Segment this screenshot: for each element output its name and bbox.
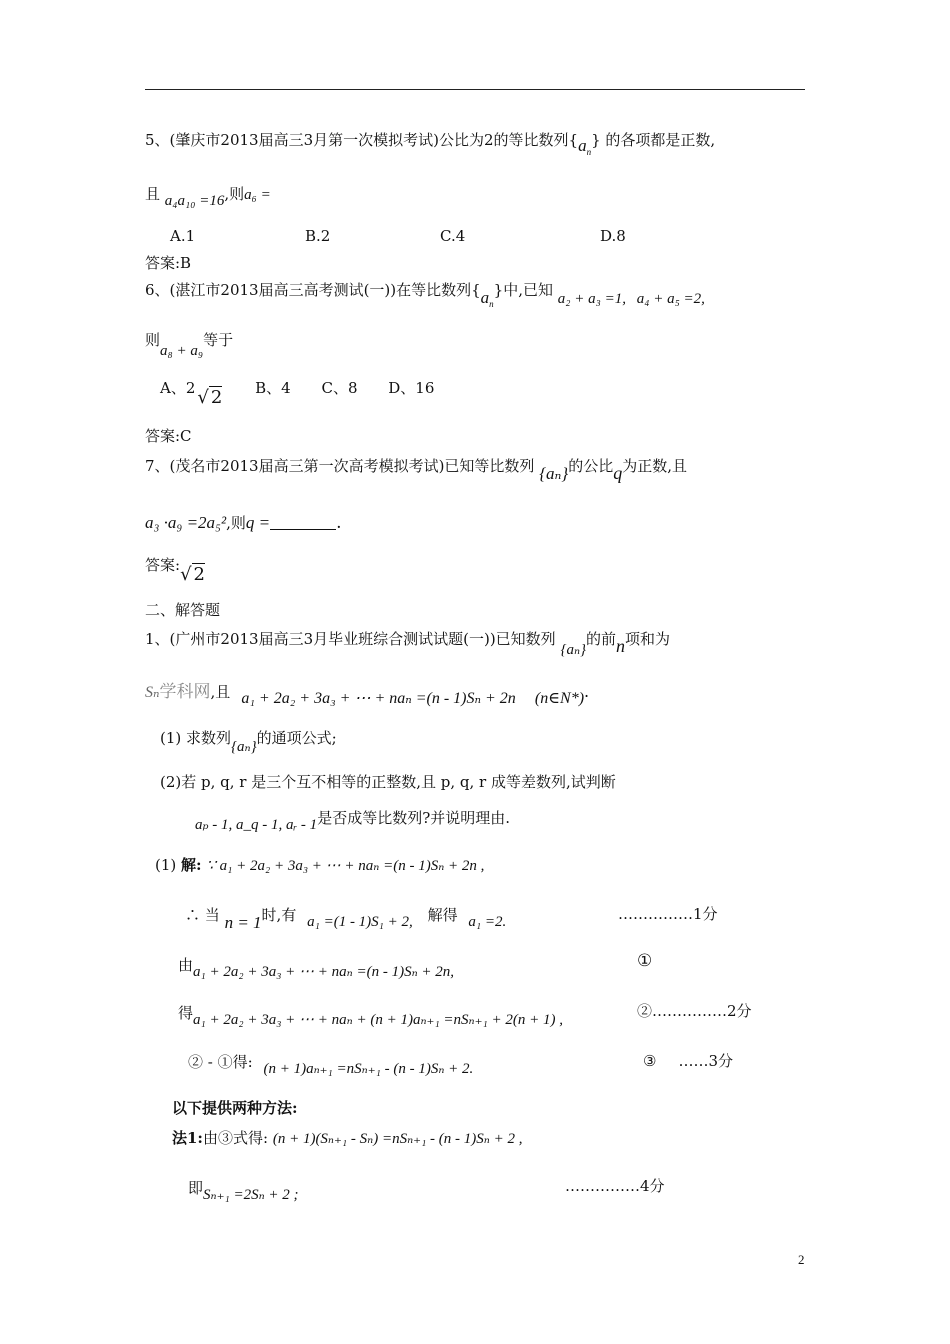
q7-answer-radicand: 2 [193, 564, 205, 585]
q7-cond: a₃ ·a₉ =2a₅² [145, 513, 227, 532]
q7-stem-text: 7、(茂名市2013届高三第一次高考模拟考试)已知等比数列 [145, 457, 535, 475]
p1-sol-from: 由 [178, 956, 194, 974]
p1-condition [145, 682, 590, 707]
p1-sol-label: (1) [155, 856, 177, 874]
q6-ask-tail: 等于 [203, 331, 234, 349]
score-4: ……………4分 [565, 1177, 665, 1195]
p1-part2-math: aₚ - 1, a_q - 1, aᵣ - 1 [195, 817, 318, 833]
q7-stem [145, 455, 688, 483]
p1-sol-solve: 解得 [427, 906, 458, 924]
p1-cond-pre: ,且 [210, 683, 231, 701]
q6-cond1: a₂ + a₃ =1, [557, 291, 626, 307]
p1-part1-text: (1) 求数列 [160, 729, 232, 747]
score-1: ……………1分 [618, 905, 718, 923]
score-3-text: ……3分 [678, 1052, 733, 1070]
p1-sol-eq-get: a₁ + 2a₂ + 3a₃ + ⋯ + naₙ + (n + 1)aₙ₊₁ =nSₙ₊₁ + 2(n + 1) , [193, 1012, 563, 1028]
p1-sol-n1: n = 1 [224, 913, 262, 932]
q6-cond2: a₄ + a₅ =2, [636, 291, 705, 307]
q7-seq: {aₙ} [539, 464, 569, 483]
q7-answer-label: 答案: [145, 556, 181, 574]
q5-stem-tail: } 的各项都是正数, [591, 131, 716, 149]
q5-condition [145, 184, 271, 209]
p1-solution-line5 [188, 1052, 474, 1077]
p1-part1-seq: {aₙ} [231, 739, 257, 755]
p1-sol-word: 解: [181, 856, 202, 874]
marker-1: ① [637, 951, 653, 971]
q5-option-d: D.8 [600, 227, 626, 245]
marker-2: ② [637, 1002, 653, 1020]
q6-answer: 答案:C [145, 427, 192, 445]
method1-pre: 由③式得: [202, 1129, 269, 1147]
q6-option-d: D、16 [388, 379, 435, 397]
method1-line2 [188, 1178, 299, 1203]
score-2 [637, 1000, 752, 1021]
p1-solution-line3 [178, 955, 455, 980]
p1-solution-line1 [155, 855, 484, 876]
q6-option-a-radicand: 2 [210, 387, 223, 408]
method1-eq: (n + 1)(Sₙ₊₁ - Sₙ) =nSₙ₊₁ - (n - 1)Sₙ + 2 , [272, 1131, 523, 1147]
p1-sol-when: ∴ 当 [185, 906, 220, 924]
q5-cond-math: a₄a₁₀ =16 [164, 193, 225, 209]
page-number: 2 [798, 1252, 805, 1267]
q6-option-a: A、2 [160, 379, 196, 397]
p1-part2: (2)若 p, q, r 是三个互不相等的正整数,且 p, q, r 成等差数列,试判断 [160, 773, 616, 791]
p1-sol-eq-diff: (n + 1)aₙ₊₁ =nSₙ₊₁ - (n - 1)Sₙ + 2. [263, 1061, 474, 1077]
q6-options [160, 378, 435, 408]
p1-stem-tail: 项和为 [625, 630, 671, 648]
p1-sol-a1: a₁ =2. [468, 914, 507, 930]
p1-stem-text: 1、(广州市2013届高三3月毕业班综合测试试题(一))已知数列 [145, 630, 556, 648]
q5-seq-sub: n [586, 147, 592, 157]
q5-option-b: B.2 [305, 227, 331, 245]
q7-stem-mid: 的公比 [568, 457, 614, 475]
p1-sol-when-mid: 时,有 [261, 906, 297, 924]
q6-option-c: C、8 [321, 379, 358, 397]
q7-ask-end: . [336, 513, 342, 533]
method1-line1 [172, 1128, 522, 1149]
q6-stem-text: 6、(湛江市2013届高三高考测试(一))在等比数列{ [145, 281, 481, 299]
q6-seq-sub: n [489, 299, 494, 309]
marker-3: ③ [643, 1052, 657, 1070]
method1-then: 即 [188, 1179, 204, 1197]
q7-answer-root: √ 2 [180, 564, 205, 585]
q6-option-a-root: √ 2 [197, 387, 223, 408]
q5-option-c: C.4 [440, 227, 466, 245]
q5-stem-text: 5、(肇庆市2013届高三3月第一次模拟考试)公比为2的等比数列{ [145, 131, 579, 149]
q6-seq: a [480, 288, 490, 307]
method1-eq2: Sₙ₊₁ =2Sₙ + 2 ; [203, 1187, 299, 1203]
p1-watermark: 学科网 [159, 682, 211, 702]
methods-title: 以下提供两种方法: [172, 1099, 298, 1117]
p1-solution-line4 [178, 1003, 563, 1028]
p1-sol-diff: ② - ①得: [188, 1053, 253, 1071]
q5-cond-ask: a₆ = [244, 187, 271, 203]
p1-part1 [160, 728, 337, 755]
p1-part1-tail: 的通项公式; [256, 729, 337, 747]
method1-label: 法1: [172, 1129, 203, 1147]
q5-seq: a [578, 136, 587, 155]
q7-stem-tail: 为正数,且 [622, 457, 688, 475]
p1-cond: a₁ + 2a₂ + 3a₃ + ⋯ + naₙ =(n - 1)Sₙ + 2n [241, 690, 516, 707]
score-2-text: ……………2分 [652, 1002, 752, 1020]
p1-sol-get: 得 [178, 1004, 194, 1022]
p1-sol-eq1: a₁ =(1 - 1)S₁ + 2, [307, 914, 413, 930]
q6-stem [145, 280, 705, 309]
p1-stem-mid: 的前 [586, 630, 617, 648]
p1-part2-tail: 是否成等比数列?并说明理由. [317, 809, 510, 827]
q7-condition [145, 513, 341, 533]
p1-solution-line2 [185, 905, 507, 932]
q7-ask-pre: ,则 [226, 514, 246, 532]
p1-sol-line1: ∵ a₁ + 2a₂ + 3a₃ + ⋯ + naₙ =(n - 1)Sₙ + 2n , [206, 858, 485, 874]
q6-ask-pre: 则 [145, 331, 161, 349]
p1-sn: Sₙ [145, 684, 160, 701]
q5-option-a: A.1 [170, 227, 196, 245]
header-rule [145, 89, 805, 90]
p1-stem-n: n [616, 636, 626, 656]
p1-stem [145, 628, 671, 658]
p1-cond-domain: (n∈N*) [534, 690, 585, 707]
p1-sol-eq-from: a₁ + 2a₂ + 3a₃ + ⋯ + naₙ =(n - 1)Sₙ + 2n, [193, 964, 455, 980]
p1-cond-end: . [584, 682, 590, 701]
q6-ask [145, 330, 234, 359]
q5-cond-pre: 且 [145, 185, 161, 203]
section-title: 二、解答题 [145, 601, 221, 619]
q6-ask-math: a₈ + a₉ [160, 343, 204, 359]
q7-answer [145, 555, 205, 585]
p1-seq: {aₙ} [560, 642, 587, 658]
q6-option-b: B、4 [255, 379, 291, 397]
p1-part2-line2 [195, 808, 510, 833]
score-3 [643, 1050, 733, 1071]
q5-answer: 答案:B [145, 254, 192, 272]
q5-cond-mid: ,则 [224, 185, 245, 203]
q6-stem-mid: }中,已知 [493, 281, 553, 299]
q7-answer-blank [270, 517, 336, 530]
q7-ask: q = [245, 513, 271, 532]
q5-stem [145, 130, 715, 156]
q7-ratio: q [613, 463, 623, 483]
